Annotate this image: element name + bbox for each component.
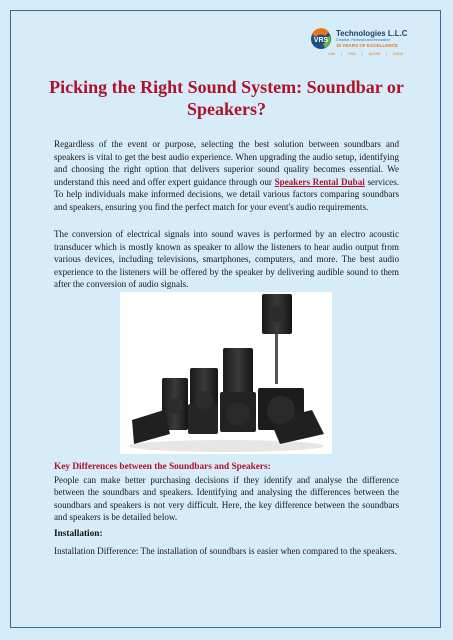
location-qatar: QATAR (368, 52, 381, 56)
key-differences-heading: Key Differences between the Soundbars and Speakers: (54, 462, 271, 472)
location-separator: | (341, 52, 343, 56)
installation-paragraph: Installation Difference: The installation of soundbars is easier when compared to the speakers. (54, 546, 397, 556)
logo-mark: VRS (313, 37, 329, 44)
logo-company-name: Technologies L.L.C (336, 29, 408, 38)
location-separator: | (386, 52, 388, 56)
logo-locations (328, 52, 403, 56)
location-ksa: KSA (348, 52, 356, 56)
location-india: INDIA (393, 52, 403, 56)
speakers-photo (120, 292, 332, 454)
logo-tagline: Creative, Relevant and Innovative (336, 38, 390, 42)
vrs-logo-icon (309, 28, 335, 50)
speakers-rental-dubai-link[interactable]: Speakers Rental Dubai (274, 176, 365, 187)
speaker-definition-paragraph: The conversion of electrical signals into sound waves is performed by an electro acoustic transducer which is mostly known as speaker to allow the listeners to hear audio output from various devices, including televisions, smartphones, computers, and more. The best audio experience to the listeners will be offered by the speaker by delivering audible sound to them after the conversion of audio signals. (54, 229, 399, 290)
location-separator: | (361, 52, 363, 56)
logo-years-badge: 15 YEARS OF EXCELLENCE (336, 43, 398, 48)
company-logo[interactable] (309, 28, 429, 56)
location-uae: UAE (328, 52, 336, 56)
key-differences-paragraph: People can make better purchasing decisions if they identify and analyse the difference between the soundbars and speakers. Identifying and analysing the differences between the soundbars and speakers is not very difficult. Here, the key difference between the soundbars and speakers is be detailed below. (54, 475, 399, 523)
installation-heading: Installation: (54, 529, 103, 539)
intro-text-start: Regardless of the event or purpose, selecting the best solution between soundbars and speakers is vital to get the best audio experience. When upgrading the audio setup, identifying and choosing the right option that delivers superior sound quality becomes essential. We understand this need and offer expert guidance through our (54, 139, 399, 187)
intro-paragraph (54, 138, 399, 214)
intro-text-end: services. To help individuals make informed decisions, we detail various factors comparing soundbars and speakers, ensuring you find the perfect match for your event's audio requirements. (54, 176, 400, 212)
article-title: Picking the Right Sound System: Soundbar or Speakers? (49, 77, 404, 119)
